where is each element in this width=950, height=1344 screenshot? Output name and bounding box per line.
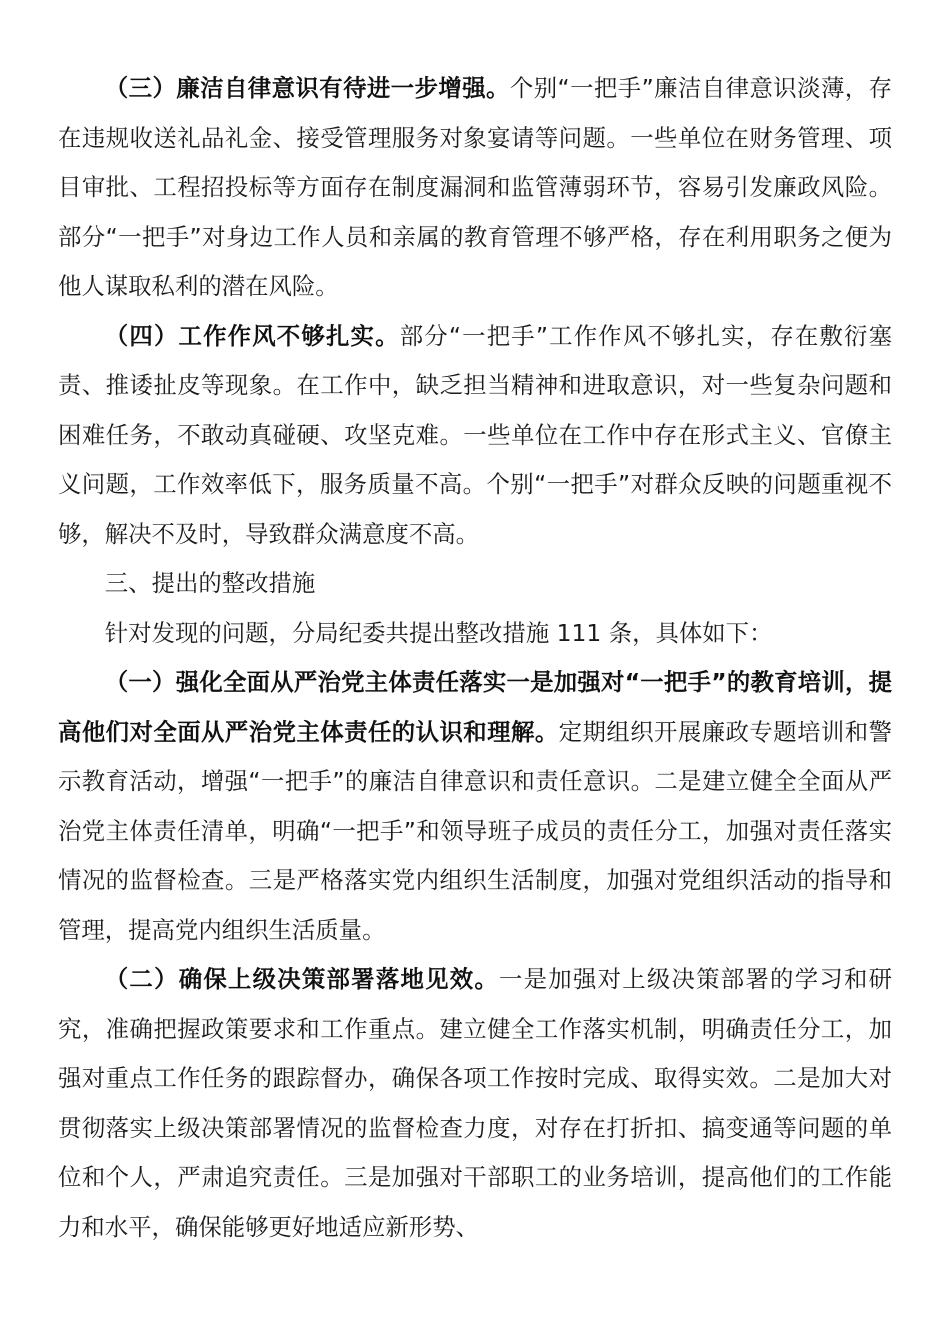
- paragraph-integrity: [58, 64, 892, 312]
- document-page: [58, 64, 892, 1252]
- body-work-style: 部分“一把手”工作作风不够扎实，存在敷衍塞责、推诿扯皮等现象。在工作中，缺乏担当精神和进取意识，对一些复杂问题和困难任务，不敢动真碰硬、攻坚克难。一些单位在工作中存在形式主义、官僚主义问题，工作效率低下，服务质量不高。个别“一把手”对群众反映的问题重视不够，解决不及时，导致群众满意度不高。: [58, 321, 893, 548]
- heading-measure-two: （二）确保上级决策部署落地见效。: [104, 965, 500, 993]
- paragraph-measure-two: [58, 955, 892, 1252]
- body-measure-two: 一是加强对上级决策部署的学习和研究，准确把握政策要求和工作重点。建立健全工作落实机制，明确责任分工，加强对重点工作任务的跟踪督办，确保各项工作按时完成、取得实效。二是加大对贯彻落实上级决策部署情况的监督检查力度，对存在打折扣、搞变通等问题的单位和个人，严肃追究责任。三是加强对干部职工的业务培训，提高他们的工作能力和水平，确保能够更好地适应新形势、: [58, 965, 893, 1241]
- section-title-text: 三、提出的整改措施: [104, 569, 316, 597]
- paragraph-work-style: [58, 312, 892, 560]
- body-measure-one: 定期组织开展廉政专题培训和警示教育活动，增强“一把手”的廉洁自律意识和责任意识。二是建立健全全面从严治党主体责任清单，明确“一把手”和领导班子成员的责任分工，加强对责任落实情况的监督检查。三是严格落实党内组织生活制度，加强对党组织活动的指导和管理，提高党内组织生活质量。: [58, 717, 893, 944]
- paragraph-intro: [58, 609, 892, 659]
- heading-work-style: （四）工作作风不够扎实。: [104, 321, 400, 350]
- heading-measure-one: （一）强化全面从严治党主体责任落实一是加强对“一把手”的教育培训，提高他们对全面从严治党主体责任的认识和理解。: [58, 668, 892, 746]
- body-integrity: 个别“一把手”廉洁自律意识淡薄，存在违规收送礼品礼金、接受管理服务对象宴请等问题。一些单位在财务管理、项目审批、工程招投标等方面存在制度漏洞和监管薄弱环节，容易引发廉政风险。部分“一把手”对身边工作人员和亲属的教育管理不够严格，存在利用职务之便为他人谋取私利的潜在风险。: [58, 74, 892, 300]
- section-title-rectification: [58, 559, 892, 609]
- paragraph-measure-one: [58, 658, 892, 955]
- heading-integrity: （三）廉洁自律意识有待进一步增强。: [104, 74, 510, 102]
- intro-text: 针对发现的问题，分局纪委共提出整改措施 111 条，具体如下：: [104, 618, 773, 647]
